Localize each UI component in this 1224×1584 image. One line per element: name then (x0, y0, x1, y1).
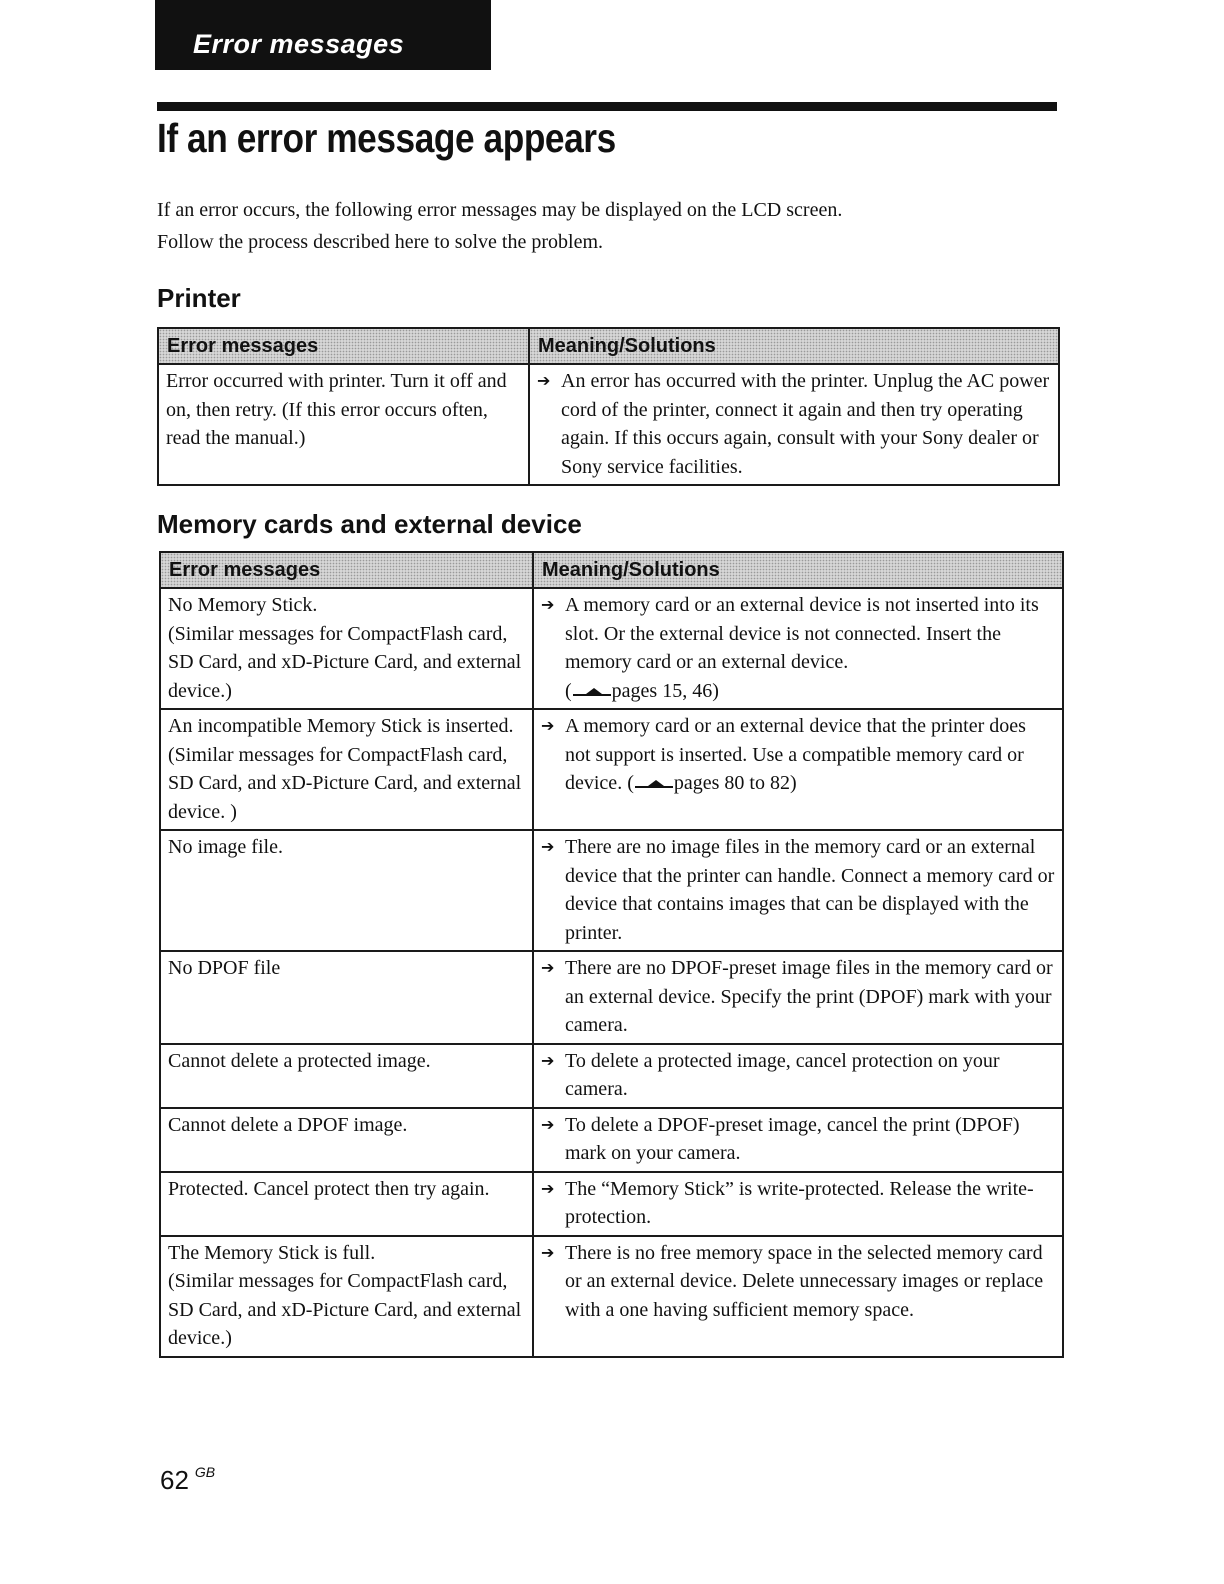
solution-cell (533, 1108, 1063, 1172)
intro-line: Follow the process described here to solve the problem. (157, 231, 603, 253)
right-arrow-icon: ➔ (541, 1114, 555, 1134)
error-message-line: (Similar messages for CompactFlash card, SD Card, and xD-Picture Card, and external device. ) (168, 743, 522, 823)
right-arrow-icon: ➔ (541, 1242, 555, 1262)
solution-text: The “Memory Stick” is write-protected. Release the write-protection. (565, 1177, 1034, 1228)
solution-text: To delete a DPOF-preset image, cancel the print (DPOF) mark on your camera. (565, 1113, 1020, 1164)
solution-cell (533, 951, 1063, 1044)
table-row (160, 1236, 1063, 1357)
memory-error-table (159, 551, 1064, 1358)
error-message-line: Cannot delete a DPOF image. (168, 1113, 408, 1136)
printer-error-table (157, 327, 1060, 486)
page-title: If an error message appears (157, 115, 616, 161)
right-arrow-icon: ➔ (541, 837, 555, 856)
error-message-line: Cannot delete a protected image. (168, 1049, 431, 1072)
printer-heading: Printer (157, 283, 241, 313)
error-message-line: Protected. Cancel protect then try again. (168, 1177, 490, 1200)
error-message-cell (160, 588, 533, 709)
solution-text: To delete a protected image, cancel protection on your camera. (565, 1049, 1000, 1100)
error-message-cell (160, 709, 533, 830)
right-arrow-icon: ➔ (541, 595, 555, 614)
column-header-meaning: Meaning/Solutions (529, 328, 1059, 364)
page-number (160, 1464, 215, 1496)
table-row (160, 588, 1063, 709)
solution-text: There are no DPOF-preset image files in the memory card or an external device. Specify the print (DPOF) mark with your camera. (565, 957, 1053, 1036)
table-row (160, 1044, 1063, 1108)
solution-cell (533, 830, 1063, 951)
solution-text: A memory card or an external device that the printer does not support is inserted. Use a compatible memory card or device. (565, 715, 1026, 794)
error-message-line: An incompatible Memory Stick is inserted. (168, 715, 514, 737)
right-arrow-icon: ➔ (541, 1178, 555, 1198)
right-arrow-icon: ➔ (537, 371, 551, 390)
page-reference-text: pages 15, 46 (611, 679, 713, 702)
memory-heading: Memory cards and external device (157, 509, 582, 539)
solution-cell (529, 364, 1059, 485)
table-header-row (158, 328, 1059, 364)
solution-text: There is no free memory space in the selected memory card or an external device. Delete unnecessary images or replace with a one having sufficient memory space. (565, 1241, 1044, 1321)
solution-cell (533, 1044, 1063, 1108)
error-message-line: No Memory Stick. (168, 594, 318, 616)
table-row (160, 1172, 1063, 1236)
section-tab: Error messages (155, 0, 491, 70)
solution-text: A memory card or an external device is not inserted into its slot. Or the external device is not connected. Insert the memory card or an external device. (565, 594, 1039, 673)
error-message-line: No DPOF file (168, 957, 281, 979)
error-message-cell (160, 1236, 533, 1357)
page-number-value: 62 (160, 1465, 189, 1495)
error-message-line: No image file. (168, 836, 283, 858)
table-row (160, 830, 1063, 951)
table-row (160, 1108, 1063, 1172)
right-arrow-icon: ➔ (541, 958, 555, 977)
error-message-line: (Similar messages for CompactFlash card, SD Card, and xD-Picture Card, and external device.) (168, 622, 522, 702)
table-row (160, 709, 1063, 830)
solution-cell (533, 588, 1063, 709)
intro-text (157, 194, 1057, 258)
error-message-line: The Memory Stick is full. (168, 1241, 376, 1264)
error-message-cell (160, 1044, 533, 1108)
error-message-cell (158, 364, 529, 485)
column-header-error: Error messages (158, 328, 529, 364)
solution-cell (533, 1236, 1063, 1357)
page-reference-icon (634, 778, 674, 790)
solution-text: There are no image files in the memory card or an external device that the printer can handle. Connect a memory card or device that contains images that can be displayed with the printer. (565, 836, 1055, 944)
error-message-cell (160, 1108, 533, 1172)
page-reference: ( pages 15, 46) (565, 679, 719, 702)
solution-cell: ➔ A memory card or an external device that the printer does not support is inserted. Use a compatible memory card or device. ( pages 80 to 82) (533, 709, 1063, 830)
solution-cell (533, 1172, 1063, 1236)
error-message-text: Error occurred with printer. Turn it off and on, then retry. (If this error occurs often, read the manual.) (166, 370, 507, 449)
table-row (158, 364, 1059, 485)
intro-line: If an error occurs, the following error messages may be displayed on the LCD screen. (157, 199, 843, 221)
error-message-cell (160, 951, 533, 1044)
solution-text: An error has occurred with the printer. Unplug the AC power cord of the printer, connect it again and then try operating again. If this occurs again, consult with your Sony dealer or Sony service facilities. (561, 370, 1050, 478)
column-header-meaning: Meaning/Solutions (533, 552, 1063, 588)
error-message-cell (160, 1172, 533, 1236)
error-message-cell (160, 830, 533, 951)
page-reference-icon (572, 686, 612, 698)
right-arrow-icon: ➔ (541, 1050, 555, 1070)
column-header-error: Error messages (160, 552, 533, 588)
error-message-line: (Similar messages for CompactFlash card, SD Card, and xD-Picture Card, and external device.) (168, 1270, 522, 1349)
page-reference-text: pages 80 to 82 (673, 772, 790, 794)
table-row (160, 951, 1063, 1044)
table-header-row (160, 552, 1063, 588)
right-arrow-icon: ➔ (541, 716, 555, 735)
page-number-suffix: GB (194, 1464, 216, 1480)
